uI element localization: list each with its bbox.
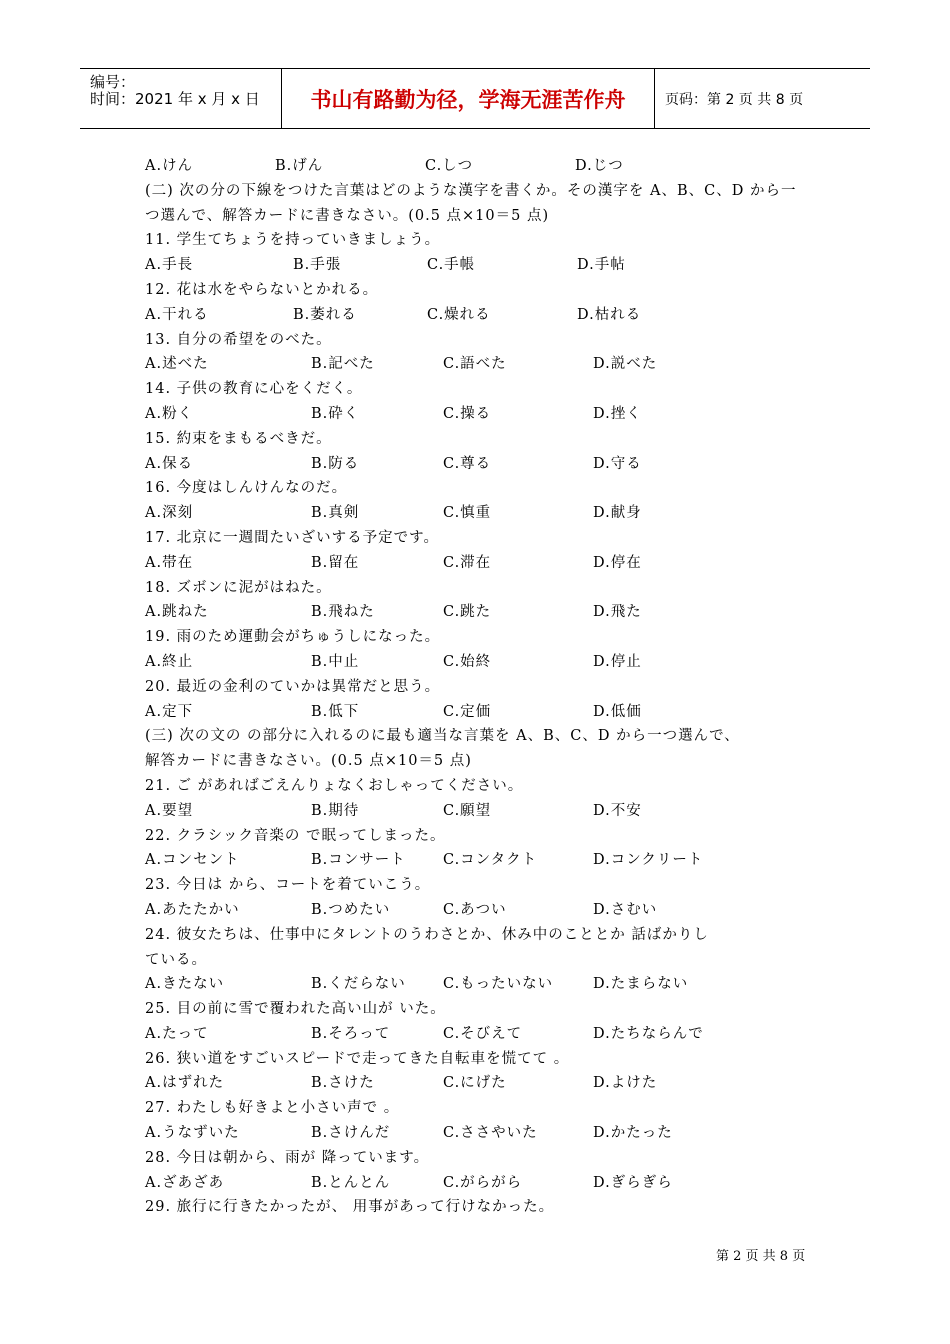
option-b: B.そろって — [311, 1025, 391, 1042]
option-d: D.よけた — [593, 1075, 658, 1092]
option-d: D.停止 — [593, 653, 642, 670]
answer-options — [145, 700, 815, 725]
text-line: 29. 旅行に行きたかったが、 用事があって行けなかった。 — [145, 1199, 555, 1216]
option-b: B.低下 — [311, 703, 360, 720]
text-line: 解答カードに書きなさい。(0.5 点×10＝5 点) — [145, 753, 472, 770]
answer-options — [145, 600, 815, 625]
option-c: C.操る — [443, 405, 492, 422]
option-a: A.帯在 — [145, 554, 194, 571]
text-line: 19. 雨のため運動会がちゅうしになった。 — [145, 629, 441, 646]
text-line: (三) 次の文の の部分に入れるのに最も適当な言葉を A、B、C、D から一つ選んで、 — [145, 728, 740, 745]
text-line: 18. ズボンに泥がはねた。 — [145, 579, 332, 596]
option-a: A.たって — [145, 1025, 209, 1042]
option-a: A.深刻 — [145, 505, 194, 522]
answer-options — [145, 154, 815, 179]
answer-options — [145, 972, 815, 997]
option-c: C.もったいない — [443, 976, 554, 993]
option-c: C.燥れる — [427, 306, 491, 323]
option-a: A.ざあざあ — [145, 1174, 225, 1191]
text-line: 15. 約束をまもるべきだ。 — [145, 430, 332, 447]
answer-options — [145, 848, 815, 873]
option-a: A.うなずいた — [145, 1125, 240, 1142]
option-c: C.始終 — [443, 653, 492, 670]
text-line: 27. わたしも好きよと小さい声で 。 — [145, 1100, 400, 1117]
text-line: 14. 子供の教育に心をくだく。 — [145, 381, 363, 398]
answer-options — [145, 799, 815, 824]
option-a: A.コンセント — [145, 852, 240, 869]
option-b: B.くだらない — [311, 976, 406, 993]
option-a: A.はずれた — [145, 1075, 225, 1092]
option-d: D.飛た — [593, 604, 642, 621]
header-page-number: 页码：第 2 页 共 8 页 — [665, 91, 804, 108]
text-line: つ選んで、解答カードに書きなさい。(0.5 点×10＝5 点) — [145, 207, 550, 224]
option-c: C.跳た — [443, 604, 492, 621]
text-line: 24. 彼女たちは、仕事中にタレントのうわさとか、休み中のこととか 話ばかりし — [145, 926, 709, 943]
option-d: D.かたった — [593, 1125, 673, 1142]
answer-options — [145, 650, 815, 675]
option-b: B.げん — [275, 158, 324, 174]
text-line: ている。 — [145, 951, 207, 968]
option-a: A.定下 — [145, 703, 194, 720]
text-line: 22. クラシック音楽の で眠ってしまった。 — [145, 827, 446, 844]
answer-options — [145, 551, 815, 576]
text-line: 28. 今日は朝から、雨が 降っています。 — [145, 1149, 430, 1166]
option-c: C.滞在 — [443, 554, 492, 571]
option-a: A.述べた — [145, 356, 209, 373]
answer-options — [145, 402, 815, 427]
option-b: B.萎れる — [293, 306, 357, 323]
option-c: C.あつい — [443, 901, 507, 918]
text-line: 20. 最近の金利のていかは異常だと思う。 — [145, 678, 441, 695]
option-c: C.定価 — [443, 703, 492, 720]
option-d: D.低価 — [593, 703, 642, 720]
document-body — [145, 154, 815, 1220]
option-a: A.けん — [145, 158, 194, 174]
text-line: 11. 学生てちょうを持っていきましょう。 — [145, 232, 441, 249]
code-label: 编号： — [90, 73, 136, 91]
option-a: A.跳ねた — [145, 604, 209, 621]
option-c: C.しつ — [425, 158, 474, 174]
option-d: D.献身 — [593, 505, 642, 522]
text-line: 21. ご があればごえんりょなくおしゃってください。 — [145, 777, 524, 794]
option-c: C.そびえて — [443, 1025, 523, 1042]
answer-options — [145, 352, 815, 377]
option-b: B.手張 — [293, 257, 342, 274]
option-b: B.さけた — [311, 1075, 375, 1092]
option-b: B.防る — [311, 455, 360, 472]
option-d: D.ぎらぎら — [593, 1174, 673, 1191]
option-a: A.要望 — [145, 802, 194, 819]
text-line: 25. 目の前に雪で覆われた高い山が いた。 — [145, 1001, 446, 1018]
page-footer: 第 2 页 共 8 页 — [716, 1249, 806, 1264]
answer-options — [145, 898, 815, 923]
option-d: D.コンクリート — [593, 852, 704, 869]
option-c: C.願望 — [443, 802, 492, 819]
option-a: A.干れる — [145, 306, 209, 323]
answer-options — [145, 1121, 815, 1146]
text-line: 26. 狭い道をすごいスピードで走ってきた自転車を慌てて 。 — [145, 1050, 570, 1067]
page-header — [80, 68, 870, 129]
option-c: C.尊る — [443, 455, 492, 472]
text-line: 17. 北京に一週間たいざいする予定です。 — [145, 529, 440, 546]
option-a: A.終止 — [145, 653, 194, 670]
text-line: 13. 自分の希望をのべた。 — [145, 331, 332, 348]
option-b: B.砕く — [311, 405, 360, 422]
option-d: D.じつ — [575, 158, 624, 174]
text-line: 12. 花は水をやらないとかれる。 — [145, 281, 379, 298]
time-label: 时间：2021 年 x 月 x 日 — [90, 90, 260, 108]
text-line: 23. 今日は から、コートを着ていこう。 — [145, 877, 431, 894]
option-d: D.たちならんで — [593, 1025, 704, 1042]
option-c: C.にげた — [443, 1075, 507, 1092]
answer-options — [145, 501, 815, 526]
option-d: D.守る — [593, 455, 642, 472]
option-b: B.つめたい — [311, 901, 391, 918]
option-d: D.停在 — [593, 554, 642, 571]
option-a: A.手長 — [145, 257, 194, 274]
option-a: A.あたたかい — [145, 901, 240, 918]
option-b: B.飛ねた — [311, 604, 375, 621]
option-b: B.コンサート — [311, 852, 406, 869]
option-d: D.説べた — [593, 356, 658, 373]
option-d: D.枯れる — [577, 306, 642, 323]
answer-options — [145, 253, 815, 278]
header-info-cell — [80, 69, 282, 128]
header-motto: 书山有路勤为径，学海无涯苦作舟 — [282, 69, 655, 128]
option-d: D.手帖 — [577, 257, 626, 274]
option-d: D.不安 — [593, 802, 642, 819]
option-b: B.記べた — [311, 356, 375, 373]
answer-options — [145, 303, 815, 328]
option-c: C.ささやいた — [443, 1125, 538, 1142]
option-b: B.真剣 — [311, 505, 360, 522]
option-c: C.手帳 — [427, 257, 476, 274]
option-d: D.たまらない — [593, 976, 689, 993]
option-b: B.とんとん — [311, 1174, 391, 1191]
option-a: A.きたない — [145, 976, 225, 993]
option-b: B.さけんだ — [311, 1125, 391, 1142]
option-b: B.中止 — [311, 653, 360, 670]
answer-options — [145, 1171, 815, 1196]
option-c: C.がらがら — [443, 1174, 523, 1191]
text-line: (二) 次の分の下線をつけた言葉はどのような漢字を書くか。その漢字を A、B、C、D から一 — [145, 182, 797, 199]
option-d: D.さむい — [593, 901, 658, 918]
answer-options — [145, 452, 815, 477]
option-c: C.語べた — [443, 356, 507, 373]
answer-options — [145, 1022, 815, 1047]
option-a: A.粉く — [145, 405, 194, 422]
option-c: C.慎重 — [443, 505, 492, 522]
answer-options — [145, 1071, 815, 1096]
option-a: A.保る — [145, 455, 194, 472]
option-d: D.挫く — [593, 405, 642, 422]
option-b: B.留在 — [311, 554, 360, 571]
option-c: C.コンタクト — [443, 852, 538, 869]
option-b: B.期待 — [311, 802, 360, 819]
text-line: 16. 今度はしんけんなのだ。 — [145, 480, 348, 497]
